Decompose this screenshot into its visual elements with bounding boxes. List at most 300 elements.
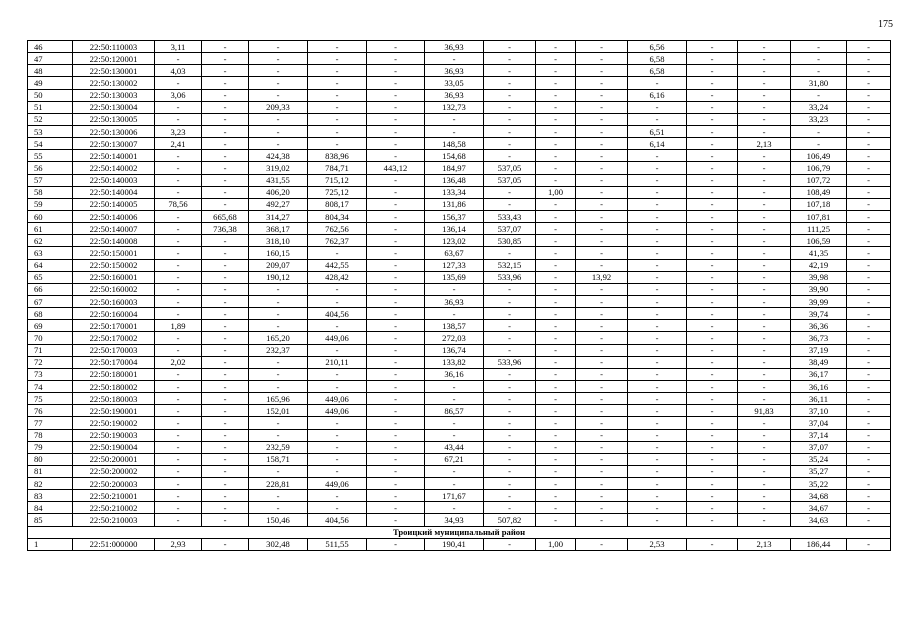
table-row xyxy=(28,465,891,477)
table-row xyxy=(28,138,891,150)
value-cell: 406,20 xyxy=(249,186,308,198)
cadastral-code-cell: 22:50:190004 xyxy=(73,441,155,453)
value-cell: - xyxy=(202,368,249,380)
value-cell: 36,93 xyxy=(425,295,484,307)
value-cell: 530,85 xyxy=(484,235,536,247)
value-cell: - xyxy=(308,138,367,150)
value-cell: 39,74 xyxy=(791,308,847,320)
value-cell: - xyxy=(202,198,249,210)
value-cell: - xyxy=(484,490,536,502)
row-number-cell: 51 xyxy=(28,101,73,113)
table-row xyxy=(28,295,891,307)
value-cell: 39,99 xyxy=(791,295,847,307)
value-cell: - xyxy=(536,393,576,405)
value-cell: - xyxy=(536,295,576,307)
value-cell: - xyxy=(576,41,628,53)
value-cell: - xyxy=(576,429,628,441)
value-cell: - xyxy=(367,150,425,162)
value-cell: 39,90 xyxy=(791,283,847,295)
value-cell: - xyxy=(367,101,425,113)
value-cell: - xyxy=(738,259,791,271)
value-cell: - xyxy=(367,393,425,405)
value-cell: - xyxy=(536,453,576,465)
row-number-cell: 68 xyxy=(28,308,73,320)
value-cell: - xyxy=(249,113,308,125)
value-cell: - xyxy=(847,223,891,235)
value-cell: - xyxy=(628,162,687,174)
cadastral-code-cell: 22:50:170002 xyxy=(73,332,155,344)
value-cell: 537,05 xyxy=(484,162,536,174)
value-cell: 37,07 xyxy=(791,441,847,453)
value-cell: - xyxy=(308,502,367,514)
value-cell: - xyxy=(484,150,536,162)
value-cell: 210,11 xyxy=(308,356,367,368)
value-cell: 36,93 xyxy=(425,65,484,77)
cadastral-code-cell: 22:50:140006 xyxy=(73,210,155,222)
value-cell: - xyxy=(308,53,367,65)
value-cell: - xyxy=(687,53,738,65)
value-cell: - xyxy=(155,502,202,514)
table-row xyxy=(28,247,891,259)
value-cell: 34,63 xyxy=(791,514,847,526)
value-cell: - xyxy=(367,514,425,526)
value-cell: - xyxy=(536,259,576,271)
value-cell: 3,11 xyxy=(155,41,202,53)
value-cell: 1,89 xyxy=(155,320,202,332)
value-cell: - xyxy=(367,344,425,356)
value-cell: - xyxy=(308,77,367,89)
value-cell: - xyxy=(687,65,738,77)
table-row xyxy=(28,393,891,405)
table-row xyxy=(28,89,891,101)
value-cell: - xyxy=(628,247,687,259)
value-cell: - xyxy=(155,344,202,356)
value-cell: 4,03 xyxy=(155,65,202,77)
value-cell: - xyxy=(202,259,249,271)
value-cell: - xyxy=(576,320,628,332)
cadastral-code-cell: 22:50:140002 xyxy=(73,162,155,174)
value-cell: - xyxy=(576,223,628,235)
value-cell: - xyxy=(155,113,202,125)
value-cell: - xyxy=(536,356,576,368)
value-cell: - xyxy=(576,344,628,356)
value-cell: 133,82 xyxy=(425,356,484,368)
value-cell: - xyxy=(738,235,791,247)
value-cell: 36,93 xyxy=(425,89,484,101)
value-cell: - xyxy=(847,283,891,295)
value-cell: - xyxy=(687,295,738,307)
value-cell: - xyxy=(536,223,576,235)
table-row xyxy=(28,368,891,380)
value-cell: - xyxy=(687,465,738,477)
value-cell: - xyxy=(576,77,628,89)
value-cell: - xyxy=(308,417,367,429)
value-cell: - xyxy=(738,198,791,210)
value-cell: - xyxy=(738,429,791,441)
value-cell: - xyxy=(628,405,687,417)
value-cell: 135,69 xyxy=(425,271,484,283)
row-number-cell: 72 xyxy=(28,356,73,368)
value-cell: - xyxy=(308,380,367,392)
value-cell: 34,93 xyxy=(425,514,484,526)
value-cell: - xyxy=(687,538,738,550)
row-number-cell: 48 xyxy=(28,65,73,77)
cadastral-code-cell: 22:50:200001 xyxy=(73,453,155,465)
value-cell: 492,27 xyxy=(249,198,308,210)
value-cell: - xyxy=(791,53,847,65)
value-cell: 106,49 xyxy=(791,150,847,162)
value-cell: 533,43 xyxy=(484,210,536,222)
table-row xyxy=(28,320,891,332)
value-cell: - xyxy=(576,332,628,344)
value-cell: - xyxy=(155,271,202,283)
value-cell: - xyxy=(687,417,738,429)
value-cell: - xyxy=(155,405,202,417)
value-cell: - xyxy=(738,283,791,295)
value-cell: - xyxy=(155,368,202,380)
value-cell: - xyxy=(687,368,738,380)
value-cell: 6,58 xyxy=(628,53,687,65)
value-cell: - xyxy=(687,113,738,125)
value-cell: - xyxy=(576,259,628,271)
value-cell: 136,74 xyxy=(425,344,484,356)
value-cell: - xyxy=(155,308,202,320)
value-cell: - xyxy=(628,465,687,477)
value-cell: - xyxy=(847,271,891,283)
value-cell: - xyxy=(687,514,738,526)
value-cell: - xyxy=(628,417,687,429)
table-row xyxy=(28,101,891,113)
value-cell: - xyxy=(738,453,791,465)
value-cell: - xyxy=(576,538,628,550)
row-number-cell: 78 xyxy=(28,429,73,441)
value-cell: - xyxy=(687,259,738,271)
section-row xyxy=(28,526,891,538)
table-section xyxy=(28,526,891,538)
value-cell: - xyxy=(847,465,891,477)
value-cell: - xyxy=(687,235,738,247)
value-cell: - xyxy=(628,283,687,295)
value-cell: - xyxy=(484,89,536,101)
value-cell: - xyxy=(687,393,738,405)
value-cell: - xyxy=(628,210,687,222)
value-cell: 34,68 xyxy=(791,490,847,502)
value-cell: - xyxy=(576,235,628,247)
value-cell: 111,25 xyxy=(791,223,847,235)
row-number-cell: 46 xyxy=(28,41,73,53)
value-cell: - xyxy=(738,380,791,392)
value-cell: - xyxy=(628,223,687,235)
table-row xyxy=(28,417,891,429)
value-cell: - xyxy=(484,478,536,490)
value-cell: - xyxy=(738,490,791,502)
cadastral-code-cell: 22:50:190003 xyxy=(73,429,155,441)
value-cell: - xyxy=(847,198,891,210)
value-cell: - xyxy=(847,125,891,137)
value-cell: - xyxy=(687,344,738,356)
value-cell: - xyxy=(202,271,249,283)
row-number-cell: 71 xyxy=(28,344,73,356)
value-cell: - xyxy=(155,453,202,465)
value-cell: 34,67 xyxy=(791,502,847,514)
value-cell: 158,71 xyxy=(249,453,308,465)
value-cell: 228,81 xyxy=(249,478,308,490)
value-cell: - xyxy=(425,417,484,429)
value-cell: - xyxy=(738,53,791,65)
cadastral-code-cell: 22:50:160004 xyxy=(73,308,155,320)
row-number-cell: 83 xyxy=(28,490,73,502)
row-number-cell: 77 xyxy=(28,417,73,429)
value-cell: - xyxy=(687,490,738,502)
value-cell: - xyxy=(367,41,425,53)
value-cell: - xyxy=(367,380,425,392)
value-cell: 36,17 xyxy=(791,368,847,380)
value-cell: 449,06 xyxy=(308,393,367,405)
value-cell: - xyxy=(847,453,891,465)
value-cell: 33,23 xyxy=(791,113,847,125)
value-cell: 725,12 xyxy=(308,186,367,198)
value-cell: - xyxy=(628,356,687,368)
cadastral-code-cell: 22:50:180001 xyxy=(73,368,155,380)
value-cell: 150,46 xyxy=(249,514,308,526)
cadastral-code-cell: 22:50:170003 xyxy=(73,344,155,356)
cadastral-code-cell: 22:50:170004 xyxy=(73,356,155,368)
value-cell: - xyxy=(367,271,425,283)
value-cell: - xyxy=(425,380,484,392)
value-cell: 43,44 xyxy=(425,441,484,453)
value-cell: - xyxy=(425,502,484,514)
row-number-cell: 73 xyxy=(28,368,73,380)
row-number-cell: 1 xyxy=(28,538,73,550)
value-cell: - xyxy=(738,113,791,125)
row-number-cell: 47 xyxy=(28,53,73,65)
value-cell: - xyxy=(628,514,687,526)
row-number-cell: 67 xyxy=(28,295,73,307)
value-cell: - xyxy=(367,308,425,320)
value-cell: 209,07 xyxy=(249,259,308,271)
value-cell: - xyxy=(687,380,738,392)
cadastral-code-cell: 22:50:190001 xyxy=(73,405,155,417)
value-cell: - xyxy=(847,478,891,490)
table-row xyxy=(28,162,891,174)
value-cell: - xyxy=(202,247,249,259)
value-cell: - xyxy=(484,405,536,417)
page-number: 175 xyxy=(878,19,893,30)
value-cell: - xyxy=(202,538,249,550)
cadastral-code-cell: 22:50:180003 xyxy=(73,393,155,405)
cadastral-code-cell: 22:50:130001 xyxy=(73,65,155,77)
value-cell: 449,06 xyxy=(308,332,367,344)
value-cell: - xyxy=(484,417,536,429)
value-cell: - xyxy=(738,441,791,453)
value-cell: - xyxy=(576,174,628,186)
value-cell: - xyxy=(249,283,308,295)
value-cell: - xyxy=(847,368,891,380)
value-cell: - xyxy=(536,502,576,514)
value-cell: - xyxy=(628,490,687,502)
row-number-cell: 85 xyxy=(28,514,73,526)
value-cell: 533,96 xyxy=(484,271,536,283)
value-cell: - xyxy=(308,368,367,380)
value-cell: - xyxy=(738,89,791,101)
value-cell: - xyxy=(536,77,576,89)
value-cell: - xyxy=(628,368,687,380)
value-cell: - xyxy=(628,332,687,344)
value-cell: - xyxy=(687,502,738,514)
value-cell: - xyxy=(367,478,425,490)
value-cell: - xyxy=(687,101,738,113)
value-cell: 6,16 xyxy=(628,89,687,101)
value-cell: - xyxy=(202,41,249,53)
value-cell: 133,34 xyxy=(425,186,484,198)
cadastral-code-cell: 22:50:130003 xyxy=(73,89,155,101)
value-cell: - xyxy=(738,295,791,307)
value-cell: - xyxy=(687,320,738,332)
value-cell: - xyxy=(425,113,484,125)
value-cell: - xyxy=(367,283,425,295)
table-row xyxy=(28,150,891,162)
value-cell: - xyxy=(847,295,891,307)
value-cell: - xyxy=(155,150,202,162)
value-cell: 91,83 xyxy=(738,405,791,417)
value-cell: - xyxy=(155,283,202,295)
value-cell: 3,23 xyxy=(155,125,202,137)
table-row xyxy=(28,538,891,550)
value-cell: - xyxy=(628,308,687,320)
value-cell: - xyxy=(367,417,425,429)
value-cell: 449,06 xyxy=(308,478,367,490)
value-cell: - xyxy=(847,344,891,356)
value-cell: 36,16 xyxy=(425,368,484,380)
value-cell: - xyxy=(687,210,738,222)
value-cell: 404,56 xyxy=(308,308,367,320)
value-cell: - xyxy=(484,65,536,77)
value-cell: - xyxy=(847,490,891,502)
value-cell: - xyxy=(791,89,847,101)
value-cell: - xyxy=(687,186,738,198)
value-cell: - xyxy=(367,125,425,137)
value-cell: - xyxy=(536,247,576,259)
value-cell: - xyxy=(628,101,687,113)
value-cell: - xyxy=(249,41,308,53)
value-cell: - xyxy=(536,368,576,380)
value-cell: - xyxy=(367,198,425,210)
value-cell: - xyxy=(484,308,536,320)
value-cell: 2,13 xyxy=(738,138,791,150)
value-cell: - xyxy=(687,125,738,137)
row-number-cell: 49 xyxy=(28,77,73,89)
value-cell: - xyxy=(847,77,891,89)
value-cell: 33,24 xyxy=(791,101,847,113)
value-cell: - xyxy=(202,380,249,392)
value-cell: - xyxy=(628,502,687,514)
table-row xyxy=(28,125,891,137)
value-cell: - xyxy=(202,186,249,198)
row-number-cell: 76 xyxy=(28,405,73,417)
value-cell: 2,41 xyxy=(155,138,202,150)
cadastral-code-cell: 22:50:140007 xyxy=(73,223,155,235)
value-cell: - xyxy=(202,405,249,417)
value-cell: 442,55 xyxy=(308,259,367,271)
row-number-cell: 79 xyxy=(28,441,73,453)
value-cell: - xyxy=(249,53,308,65)
value-cell: - xyxy=(687,271,738,283)
value-cell: - xyxy=(367,235,425,247)
cadastral-code-cell: 22:50:140005 xyxy=(73,198,155,210)
value-cell: - xyxy=(536,417,576,429)
value-cell: - xyxy=(425,465,484,477)
row-number-cell: 59 xyxy=(28,198,73,210)
value-cell: - xyxy=(367,332,425,344)
value-cell: - xyxy=(738,125,791,137)
row-number-cell: 69 xyxy=(28,320,73,332)
value-cell: - xyxy=(576,356,628,368)
table-row xyxy=(28,356,891,368)
value-cell: - xyxy=(847,235,891,247)
value-cell: - xyxy=(687,405,738,417)
value-cell: - xyxy=(308,429,367,441)
row-number-cell: 58 xyxy=(28,186,73,198)
value-cell: 37,10 xyxy=(791,405,847,417)
value-cell: - xyxy=(738,210,791,222)
value-cell: - xyxy=(155,490,202,502)
value-cell: - xyxy=(738,344,791,356)
value-cell: - xyxy=(847,429,891,441)
value-cell: 762,37 xyxy=(308,235,367,247)
value-cell: - xyxy=(484,53,536,65)
value-cell: - xyxy=(155,223,202,235)
value-cell: - xyxy=(202,150,249,162)
value-cell: - xyxy=(155,429,202,441)
value-cell: - xyxy=(155,417,202,429)
value-cell: - xyxy=(847,174,891,186)
value-cell: 507,82 xyxy=(484,514,536,526)
value-cell: - xyxy=(308,247,367,259)
value-cell: - xyxy=(202,465,249,477)
value-cell: - xyxy=(308,89,367,101)
value-cell: - xyxy=(155,162,202,174)
value-cell: - xyxy=(484,186,536,198)
value-cell: - xyxy=(847,162,891,174)
value-cell: - xyxy=(484,453,536,465)
value-cell: - xyxy=(576,210,628,222)
value-cell: - xyxy=(536,429,576,441)
row-number-cell: 81 xyxy=(28,465,73,477)
value-cell: - xyxy=(576,101,628,113)
value-cell: - xyxy=(628,150,687,162)
value-cell: - xyxy=(155,235,202,247)
value-cell: - xyxy=(576,162,628,174)
value-cell: - xyxy=(484,113,536,125)
value-cell: - xyxy=(576,405,628,417)
value-cell: - xyxy=(628,174,687,186)
value-cell: - xyxy=(536,101,576,113)
value-cell: - xyxy=(308,41,367,53)
value-cell: - xyxy=(484,441,536,453)
value-cell: - xyxy=(367,138,425,150)
value-cell: - xyxy=(155,441,202,453)
table-row xyxy=(28,502,891,514)
value-cell: 449,06 xyxy=(308,405,367,417)
value-cell: - xyxy=(308,320,367,332)
value-cell: 37,14 xyxy=(791,429,847,441)
row-number-cell: 50 xyxy=(28,89,73,101)
value-cell: - xyxy=(687,441,738,453)
table-row xyxy=(28,308,891,320)
value-cell: - xyxy=(847,101,891,113)
value-cell: - xyxy=(367,405,425,417)
value-cell: 428,42 xyxy=(308,271,367,283)
